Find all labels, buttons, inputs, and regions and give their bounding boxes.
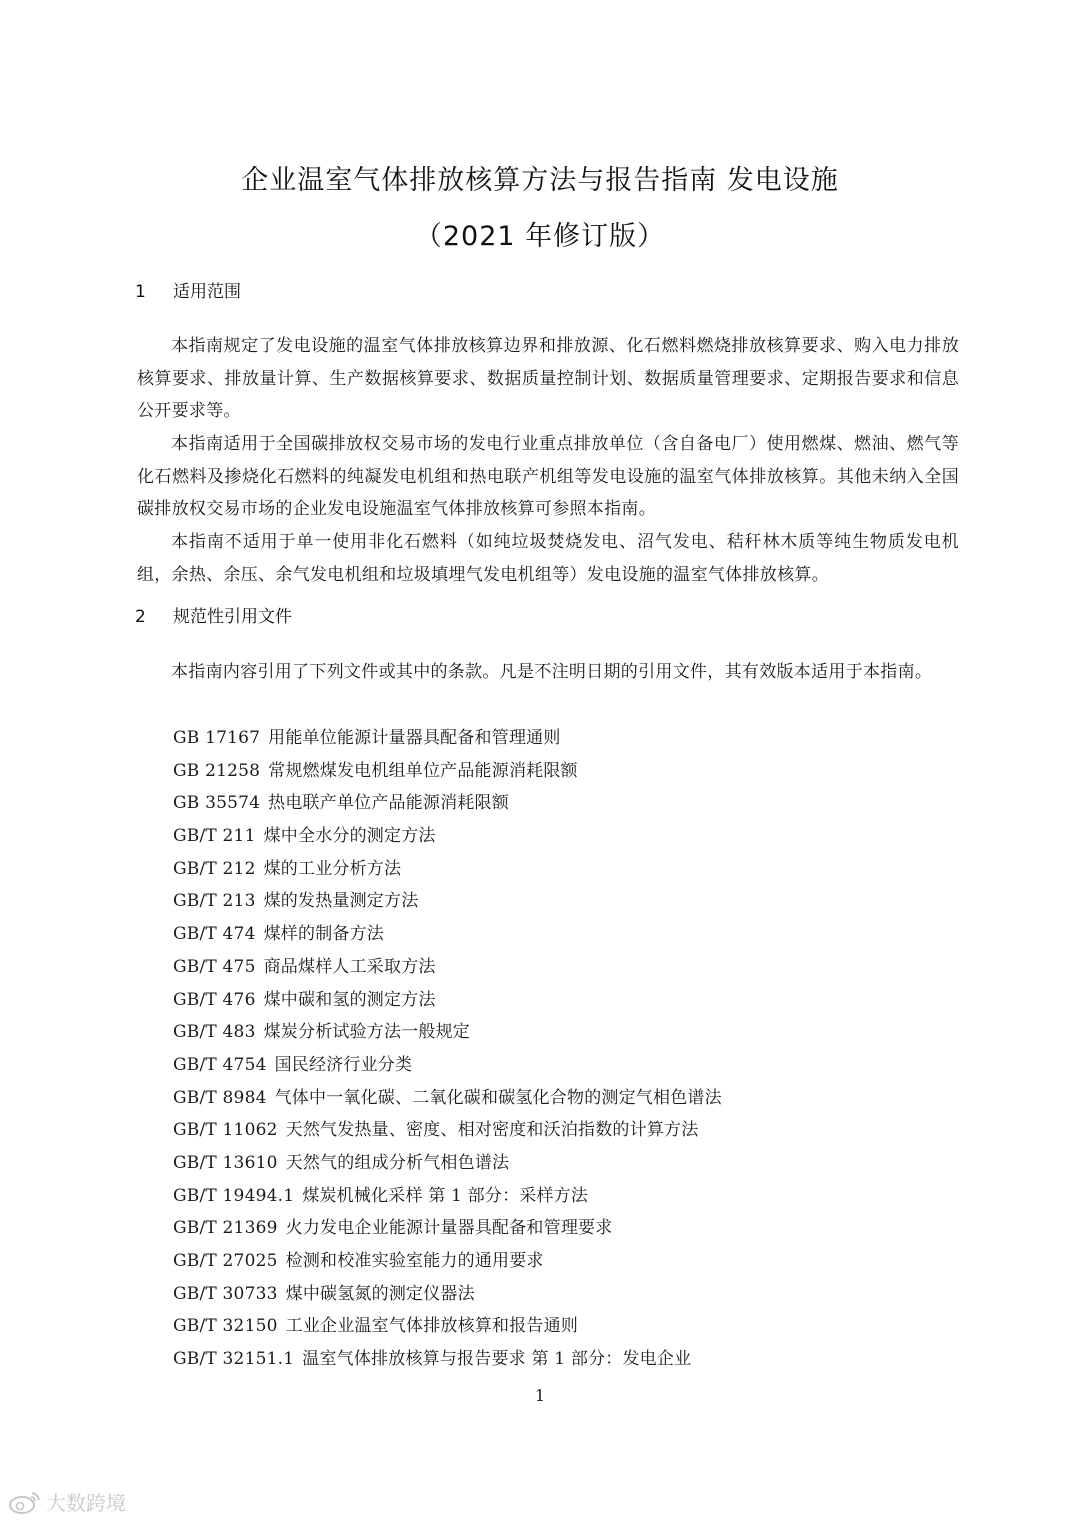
section-number: 2 (135, 607, 146, 627)
section-title: 规范性引用文件 (173, 607, 292, 627)
list-item: GB/T 13610 天然气的组成分析气相色谱法 (173, 1152, 510, 1173)
reference-list (173, 722, 722, 1376)
page-number: 1 (534, 1386, 546, 1405)
list-item: GB/T 483 煤炭分析试验方法一般规定 (173, 1022, 470, 1043)
section-number: 1 (135, 282, 146, 302)
list-item: GB/T 4754 国民经济行业分类 (173, 1054, 413, 1075)
list-item: GB/T 213 煤的发热量测定方法 (173, 891, 419, 912)
paragraph: 本指南适用于全国碳排放权交易市场的发电行业重点排放单位（含自备电厂）使用燃煤、燃油、燃气等化石燃料及掺烧化石燃料的纯凝发电机组和热电联产机组等发电设施的温室气体排放核算。其他未纳入全国碳排放权交易市场的企业发电设施温室气体排放核算可参照本指南。 (137, 434, 959, 519)
list-item: GB/T 19494.1 煤炭机械化采样 第 1 部分：采样方法 (173, 1185, 589, 1206)
paragraph: 本指南不适用于单一使用非化石燃料（如纯垃圾焚烧发电、沼气发电、秸秆林木质等纯生物质发电机组，余热、余压、余气发电机组和垃圾填埋气发电机组等）发电设施的温室气体排放核算。 (137, 532, 959, 585)
watermark (8, 1487, 126, 1516)
list-item: GB/T 30733 煤中碳氢氮的测定仪器法 (173, 1283, 475, 1304)
paragraph: 本指南规定了发电设施的温室气体排放核算边界和排放源、化石燃料燃烧排放核算要求、购入电力排放核算要求、排放量计算、生产数据核算要求、数据质量控制计划、数据质量管理要求、定期报告要求和信息公开要求等。 (137, 336, 959, 421)
list-item: GB/T 11062 天然气发热量、密度、相对密度和沃泊指数的计算方法 (173, 1120, 699, 1141)
list-item: GB/T 32150 工业企业温室气体排放核算和报告通则 (173, 1316, 579, 1337)
list-item: GB/T 27025 检测和校准实验室能力的通用要求 (173, 1251, 544, 1271)
document-subtitle: （2021 年修订版） (414, 221, 666, 252)
watermark-text: 大数跨境 (46, 1491, 126, 1515)
list-item: GB/T 475 商品煤样人工采取方法 (173, 956, 436, 977)
list-item: GB/T 8984 气体中一氧化碳、二氧化碳和碳氢化合物的测定气相色谱法 (173, 1087, 722, 1108)
section-1-heading (135, 277, 241, 302)
list-item: GB/T 211 煤中全水分的测定方法 (173, 826, 436, 847)
list-item: GB 21258 常规燃煤发电机组单位产品能源消耗限额 (173, 760, 578, 781)
document-title: 企业温室气体排放核算方法与报告指南 发电设施 (241, 165, 839, 196)
list-item: GB/T 212 煤的工业分析方法 (173, 858, 402, 879)
list-item: GB 35574 热电联产单位产品能源消耗限额 (173, 793, 509, 814)
list-item: GB/T 32151.1 温室气体排放核算与报告要求 第 1 部分：发电企业 (173, 1349, 692, 1370)
section-2-heading (135, 602, 292, 627)
list-item: GB 17167 用能单位能源计量器具配备和管理通则 (173, 728, 561, 748)
list-item: GB/T 476 煤中碳和氢的测定方法 (173, 989, 436, 1010)
section-title: 适用范围 (173, 282, 241, 302)
paragraph: 本指南内容引用了下列文件或其中的条款。凡是不注明日期的引用文件，其有效版本适用于本指南。 (171, 662, 933, 682)
list-item: GB/T 474 煤样的制备方法 (173, 924, 384, 945)
weibo-logo-icon (8, 1489, 42, 1515)
list-item: GB/T 21369 火力发电企业能源计量器具配备和管理要求 (173, 1218, 613, 1239)
